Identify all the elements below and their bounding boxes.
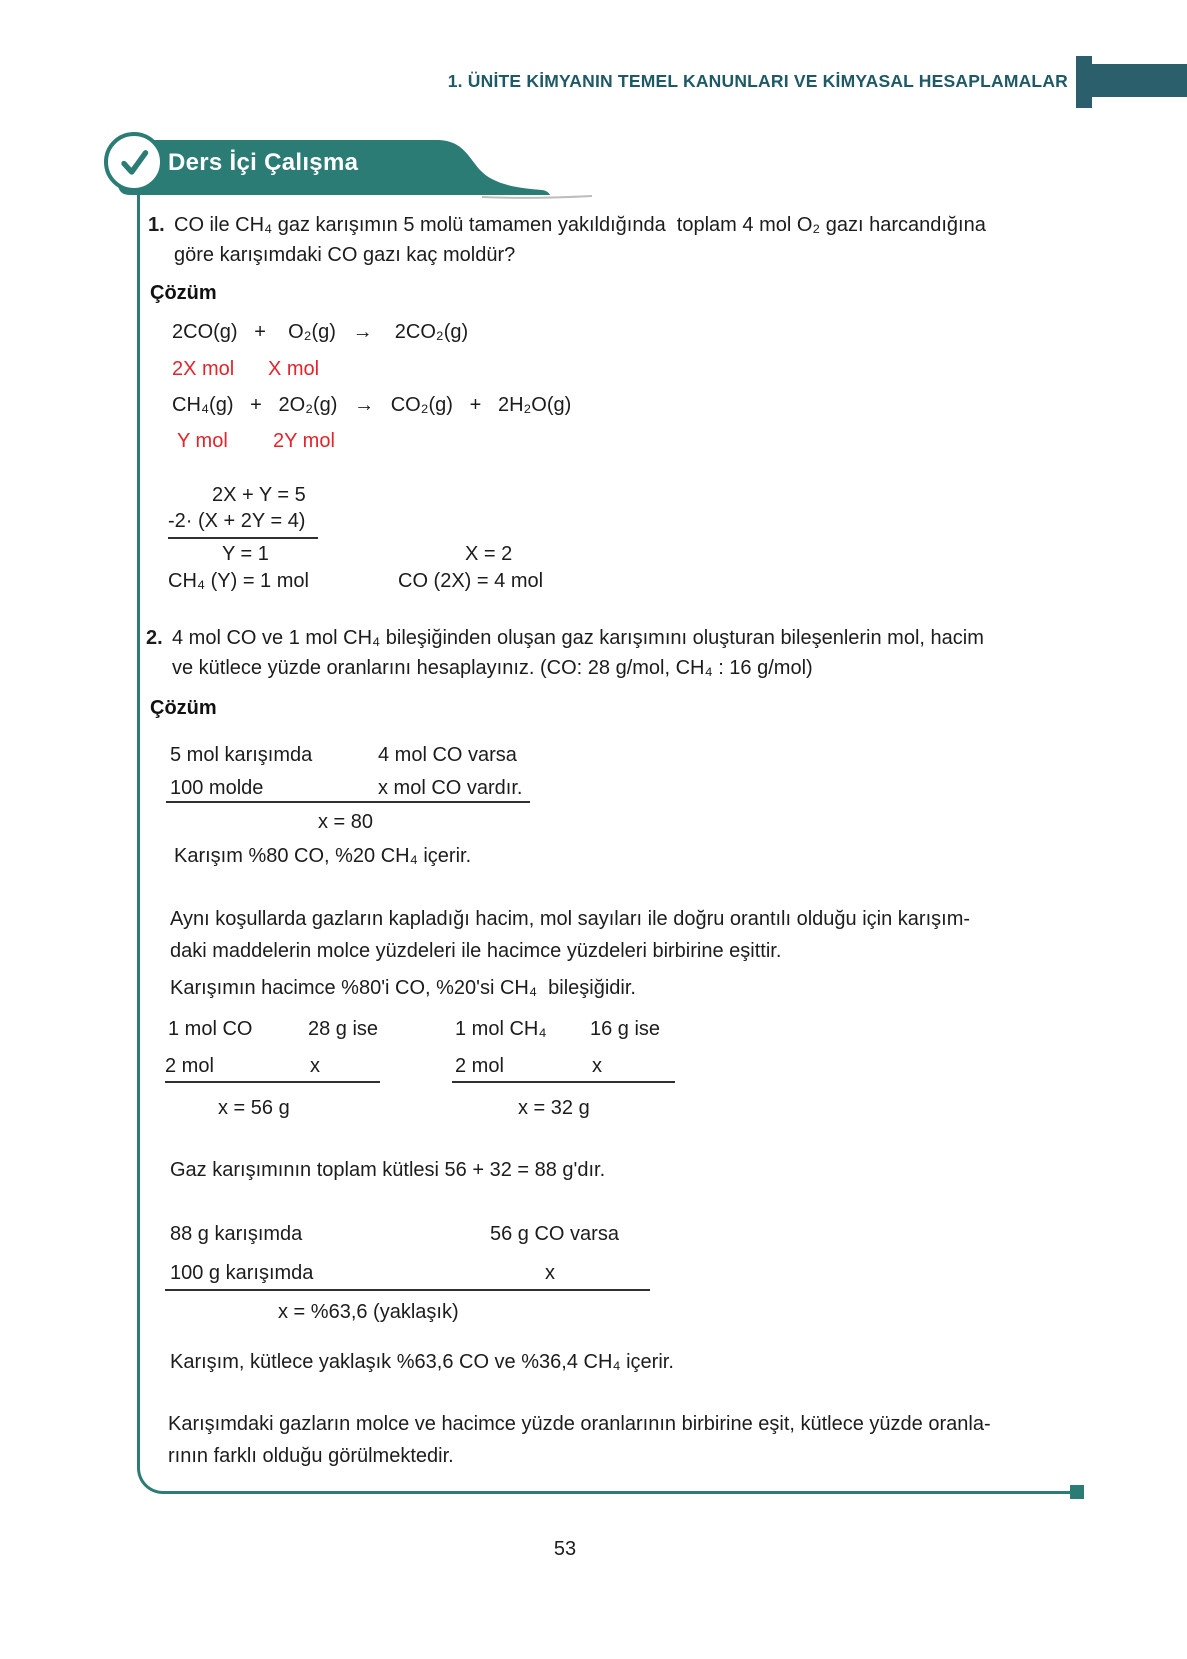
prop2-rule-left	[165, 1081, 380, 1083]
prop3-row1-right: 56 g CO varsa	[490, 1223, 619, 1245]
solution1-result-ch4: CH₄ (Y) = 1 mol	[168, 570, 309, 592]
solution2-note2: Karışımın hacimce %80'i CO, %20'si CH₄ bileşiğidir.	[170, 977, 636, 999]
solution1-equation1-mol-b: X mol	[268, 358, 320, 380]
solution1-equation1-mol-a: 2X mol	[172, 358, 235, 380]
solution1-equation1: 2CO(g) + O₂(g) → 2CO₂(g)	[172, 321, 469, 343]
prop1-row2-left: 100 molde	[170, 777, 264, 799]
solution1-system-line2: -2· (X + 2Y = 4)	[168, 510, 306, 532]
system-elimination-rule	[168, 537, 318, 539]
conclusion-line2: rının farklı olduğu görülmektedir.	[168, 1445, 454, 1467]
solution1-equation2-mol-b: 2Y mol	[273, 430, 335, 452]
solution2-heading: Çözüm	[150, 697, 217, 719]
solution1-heading: Çözüm	[150, 282, 217, 304]
prop1-result: x = 80	[318, 811, 374, 833]
prop2-rule-right	[452, 1081, 675, 1083]
prop1-rule	[166, 801, 530, 803]
solution2-para1-line2: daki maddelerin molce yüzdeleri ile hacimce yüzdeleri birbirine eşittir.	[170, 940, 782, 962]
frame-end-cap	[1070, 1485, 1084, 1499]
prop2-col3-head: 1 mol CH₄	[455, 1018, 547, 1040]
problem2-text-line2: ve kütlece yüzde oranlarını hesaplayınız. (CO: 28 g/mol, CH₄ : 16 g/mol)	[172, 657, 813, 679]
check-circle	[104, 132, 164, 192]
solution2-para1-line1: Aynı koşullarda gazların kapladığı hacim, mol sayıları ile doğru orantılı olduğu için karışım-	[170, 908, 971, 930]
prop2-col1-head: 1 mol CO	[168, 1018, 253, 1040]
prop2-col1-val: 2 mol	[165, 1055, 214, 1077]
prop1-row1-right: 4 mol CO varsa	[378, 744, 517, 766]
solution1-result-x: X = 2	[465, 543, 513, 565]
solution1-equation2-mol-a: Y mol	[177, 430, 228, 452]
prop2-result1: x = 56 g	[218, 1097, 290, 1119]
prop2-col2-val: x	[310, 1055, 320, 1077]
prop3-row1-left: 88 g karışımda	[170, 1223, 303, 1245]
solution2-mass-total: Gaz karışımının toplam kütlesi 56 + 32 = 88 g'dır.	[170, 1159, 606, 1181]
solution1-result-co: CO (2X) = 4 mol	[398, 570, 544, 592]
problem1-number: 1.	[148, 214, 165, 236]
prop3-row2-left: 100 g karışımda	[170, 1262, 314, 1284]
prop2-col4-head: 16 g ise	[590, 1018, 661, 1040]
solution1-result-y: Y = 1	[222, 543, 269, 565]
prop3-row2-right: x	[545, 1262, 555, 1284]
solution1-system-line1: 2X + Y = 5	[212, 484, 306, 506]
prop2-col4-val: x	[592, 1055, 602, 1077]
header-deco-horizontal-bar	[1092, 64, 1187, 97]
solution1-equation2: CH₄(g) + 2O₂(g) → CO₂(g) + 2H₂O(g)	[172, 394, 572, 416]
problem1-text-line2: göre karışımdaki CO gazı kaç moldür?	[174, 244, 516, 266]
prop1-row2-right: x mol CO vardır.	[378, 777, 523, 799]
conclusion-line1: Karışımdaki gazların molce ve hacimce yüzde oranlarının birbirine eşit, kütlece yüzde oranla-	[168, 1413, 991, 1435]
solution2-note1: Karışım %80 CO, %20 CH₄ içerir.	[174, 845, 472, 867]
page-number: 53	[553, 1538, 577, 1560]
solution2-note3: Karışım, kütlece yaklaşık %63,6 CO ve %36,4 CH₄ içerir.	[170, 1351, 674, 1373]
prop3-rule	[165, 1289, 650, 1291]
prop1-row1-left: 5 mol karışımda	[170, 744, 313, 766]
banner-title: Ders İçi Çalışma	[168, 149, 359, 176]
prop3-result: x = %63,6 (yaklaşık)	[278, 1301, 459, 1323]
prop2-result2: x = 32 g	[518, 1097, 590, 1119]
problem2-text-line1: 4 mol CO ve 1 mol CH₄ bileşiğinden oluşan gaz karışımını oluşturan bileşenlerin mol, hacim	[172, 627, 984, 649]
check-icon	[114, 142, 154, 182]
header-deco-vertical-bar	[1076, 56, 1092, 108]
problem1-text-line1: CO ile CH₄ gaz karışımın 5 molü tamamen yakıldığında toplam 4 mol O₂ gazı harcandığına	[174, 214, 986, 236]
prop2-col2-head: 28 g ise	[308, 1018, 379, 1040]
problem2-number: 2.	[146, 627, 163, 649]
unit-header-title: 1. ÜNİTE KİMYANIN TEMEL KANUNLARI VE KİMYASAL HESAPLAMALAR	[447, 71, 1068, 91]
content-frame	[137, 192, 1073, 1494]
prop2-col3-val: 2 mol	[455, 1055, 504, 1077]
